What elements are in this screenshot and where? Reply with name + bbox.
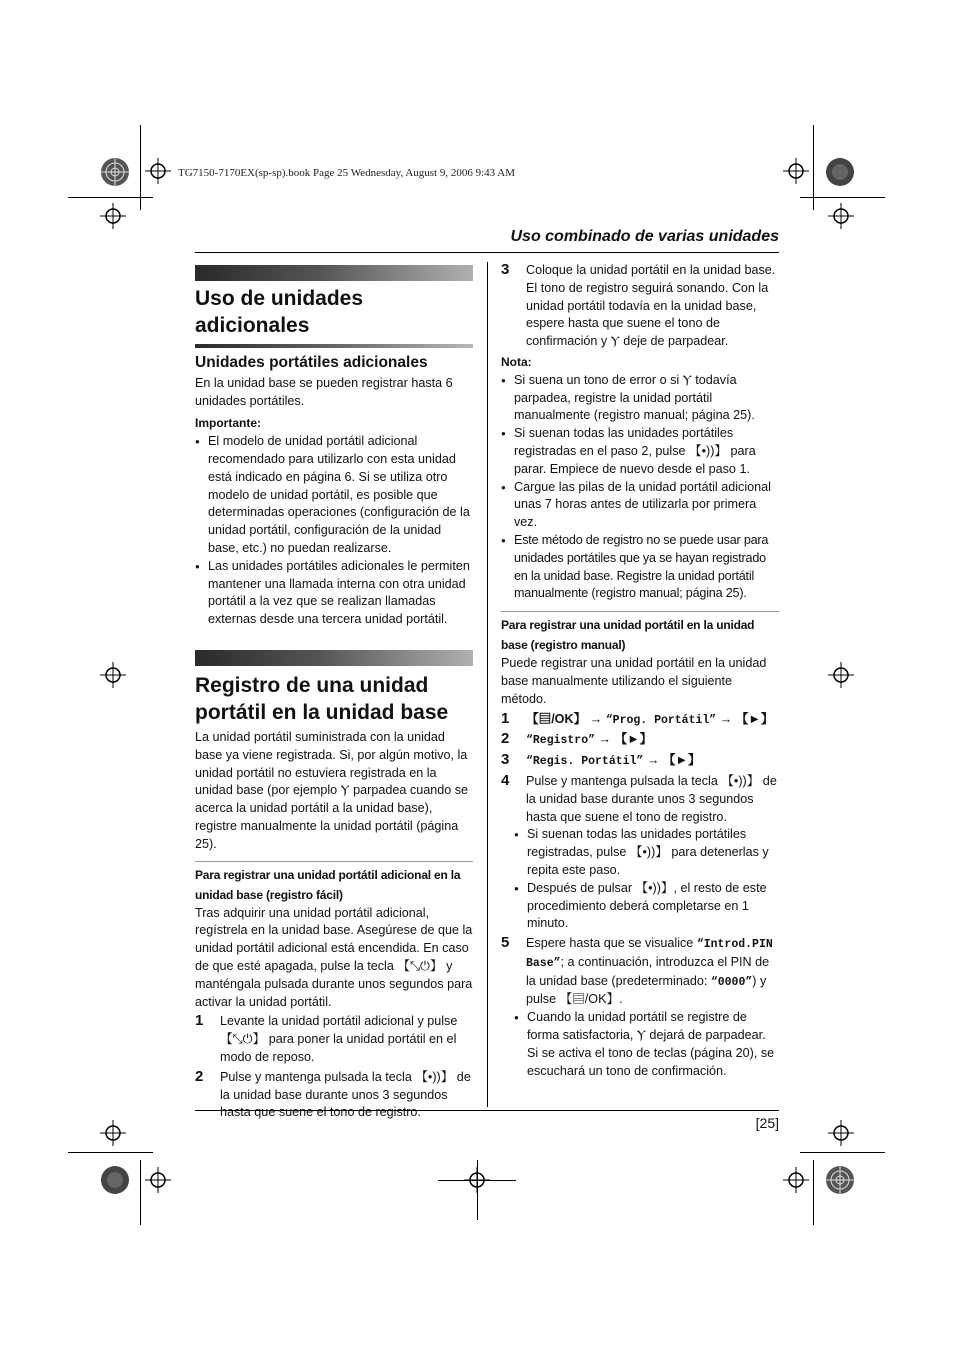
crosshair-icon <box>828 662 854 688</box>
step-text: Pulse y mantenga pulsada la tecla 【•))】 de la unidad base durante unos 3 segundos hasta que suene el tono de registro. <box>220 1069 471 1120</box>
right-key: → 【►】 <box>716 711 774 726</box>
step-item <box>501 711 779 730</box>
step-number: 5 <box>501 934 510 952</box>
note-label: Nota: <box>501 354 532 369</box>
step-number: 3 <box>501 261 510 278</box>
note-item: ● Si suenan todas las unidades portátiles registradas en el paso 2, pulse 【•))】 para parar. Empiece de nuevo desde el paso 1. <box>501 425 779 478</box>
crosshair-icon <box>145 158 171 184</box>
crosshair-icon <box>100 662 126 688</box>
step-text: Coloque la unidad portátil en la unidad base. El tono de registro seguirá sonando. Con la unidad portátil todavía en la unidad base, espere hasta que suene el tono de confirmación y Ⲩ deje de parpadear. <box>526 263 776 349</box>
note-item: ● Si suena un tono de error o si Ⲩ todavía parpadea, registre la unidad portátil manualmente (registro manual; página 25). <box>501 372 779 425</box>
step-number: 3 <box>501 751 510 769</box>
step-number: 1 <box>195 1012 204 1030</box>
crosshair-icon <box>828 1120 854 1146</box>
step-number: 4 <box>501 771 510 789</box>
bullet-item: ● El modelo de unidad portátil adicional recomendado para utilizarlo con esta unidad está indicado en página 6. Si se utiliza otro modelo de unidad portátil, es posible que determinadas operaciones (configuración de la unidad portátil, configuración de la unidad base, etc.) no puedan realizarse. <box>195 433 473 558</box>
step-item <box>501 731 779 750</box>
procedure-heading: Para registrar una unidad portátil adicional en la unidad base (registro fácil) <box>195 861 473 905</box>
header-rule <box>195 252 779 253</box>
crosshair-icon <box>100 203 126 229</box>
section-bar <box>195 265 473 281</box>
left-column <box>195 265 473 1122</box>
registration-mark-icon <box>825 157 855 187</box>
registration-mark-icon <box>100 157 130 187</box>
menu-option: “Introd.PIN Base” <box>526 938 773 970</box>
menu-option: “Regis. Portátil” <box>526 755 644 769</box>
intro-text: En la unidad base se pueden registrar hasta 6 unidades portátiles. <box>195 375 453 408</box>
file-header: TG7150-7170EX(sp-sp).book Page 25 Wednesday, August 9, 2006 9:43 AM <box>178 167 516 179</box>
procedure-heading: Para registrar una unidad portátil en la unidad base (registro manual) <box>501 611 779 655</box>
step-item <box>195 1069 473 1122</box>
crop-mark <box>477 1160 478 1220</box>
registration-mark-icon <box>825 1165 855 1195</box>
step-item <box>501 773 779 826</box>
step-text: ) y pulse 【▤/OK】. <box>526 973 767 1007</box>
crosshair-icon <box>783 158 809 184</box>
note-item: ● Este método de registro no se puede usar para unidades portátiles que ya se hayan registrado en la unidad base. Registre la unidad portátil manualmente (registro manual; página 25). <box>501 532 779 603</box>
page-number: [25] <box>755 1115 779 1131</box>
section-title-registration: Registro de una unidad portátil en la unidad base <box>195 673 449 724</box>
menu-option: “Registro” <box>526 734 596 748</box>
menu-option: “Prog. Portátil” <box>605 713 717 727</box>
important-label: Importante: <box>195 416 261 431</box>
step-item <box>501 935 779 1009</box>
step-number: 1 <box>501 709 510 727</box>
bullet-item: ● Las unidades portátiles adicionales le permiten mantener una llamada interna con otra unidad portátil a la vez que se realizan llamadas externas desde una tercera unidad portátil. <box>195 558 473 629</box>
subsection-title: Unidades portátiles adicionales <box>195 354 428 371</box>
step-text: Pulse y mantenga pulsada la tecla 【•))】 de la unidad base durante unos 3 segundos hasta que suene el tono de registro. <box>526 773 777 824</box>
section-bar <box>195 650 473 666</box>
sub-bullet: ● Si suenan todas las unidades portátiles registradas, pulse 【•))】 para detenerlas y repita este paso. <box>514 826 779 879</box>
column-rule <box>487 262 488 1107</box>
right-column <box>501 262 779 1080</box>
section-underline <box>195 344 473 348</box>
crosshair-icon <box>783 1167 809 1193</box>
step-number: 2 <box>195 1067 204 1085</box>
note-item: ● Cargue las pilas de la unidad portátil adicional unas 7 horas antes de utilizarla por primera vez. <box>501 479 779 532</box>
sub-bullet: ● Después de pulsar 【•))】, el resto de este procedimiento deberá completarse en 1 minuto. <box>514 880 779 933</box>
step-item <box>195 1013 473 1066</box>
step-text: Levante la unidad portátil adicional y pulse 【⤡⏻】 para poner la unidad portátil en el modo de reposo. <box>220 1014 458 1064</box>
sub-bullet: ● Cuando la unidad portátil se registre de forma satisfactoria, Ⲩ dejará de parpadear. Si se activa el tono de teclas (página 20), se escuchará un tono de confirmación. <box>514 1009 779 1080</box>
menu-ok-key: 【▤/OK】 → <box>526 711 606 726</box>
step-number: 2 <box>501 730 510 748</box>
step-item <box>501 752 779 771</box>
step-item <box>501 262 779 351</box>
step-text: Espere hasta que se visualice <box>526 936 697 951</box>
right-key: → 【►】 <box>595 732 653 747</box>
pin-value: “0000” <box>710 975 753 989</box>
crosshair-icon <box>100 1120 126 1146</box>
crosshair-icon <box>828 203 854 229</box>
crosshair-icon <box>145 1167 171 1193</box>
procedure-intro: Puede registrar una unidad portátil en la unidad base manualmente utilizando el siguiente método. <box>501 656 767 706</box>
procedure-intro: Tras adquirir una unidad portátil adicional, regístrela en la unidad base. Asegúrese de que la unidad portátil adicional está encendida. En caso de que esté apagada, pulse la tecla 【⤡⏻】 y manténgala pulsada durante unos segundos para activar la unidad portátil. <box>195 905 473 1009</box>
intro-text: La unidad portátil suministrada con la unidad base ya viene registrada. Si, por algún motivo, la unidad portátil no estuviera registrada en la unidad base (por ejemplo Ⲩ parpadea cuando se acerca la unidad portátil a la unidad base), registre manualmente la unidad portátil (página 25). <box>195 729 469 851</box>
right-key: → 【►】 <box>643 753 701 768</box>
running-head: Uso combinado de varias unidades <box>510 228 779 245</box>
registration-mark-icon <box>100 1165 130 1195</box>
section-title-additional-units: Uso de unidades adicionales <box>195 287 364 337</box>
step-text: ; a continuación, introduzca el PIN de la unidad base (predeterminado: <box>526 954 770 988</box>
